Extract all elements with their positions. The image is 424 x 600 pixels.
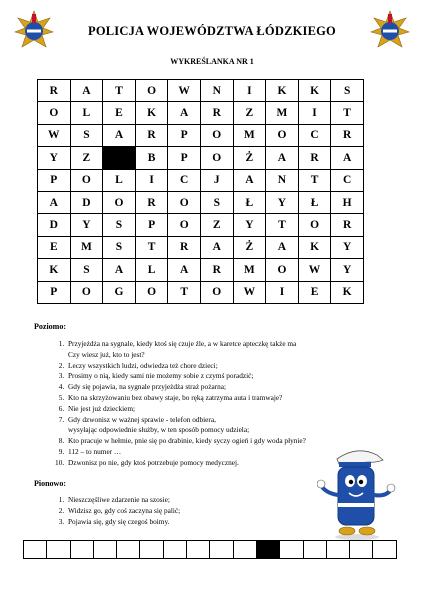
answer-cell[interactable]: [233, 541, 256, 559]
grid-cell[interactable]: S: [70, 124, 103, 146]
grid-cell[interactable]: Z: [70, 147, 103, 169]
grid-cell[interactable]: A: [266, 236, 299, 258]
grid-cell[interactable]: P: [38, 169, 71, 191]
grid-cell[interactable]: M: [266, 102, 299, 124]
grid-cell[interactable]: A: [233, 169, 266, 191]
grid-row: [38, 281, 364, 303]
grid-cell[interactable]: H: [331, 191, 364, 213]
grid-cell[interactable]: K: [298, 80, 331, 102]
answer-cell[interactable]: [303, 541, 326, 559]
clue-text: 5. Kto na skrzyżowaniu bez obawy staje, bo ręką zatrzyma auta i tramwaje?: [68, 392, 283, 402]
clue-item: [66, 447, 306, 458]
grid-cell[interactable]: O: [135, 281, 168, 303]
grid-cell[interactable]: K: [298, 236, 331, 258]
answer-row: [23, 540, 397, 559]
grid-cell[interactable]: O: [135, 80, 168, 102]
grid-cell[interactable]: W: [233, 281, 266, 303]
clue-text: 3. Prosimy o nią, kiedy sami nie możemy sobie z czymś poradzić;: [68, 371, 254, 381]
clue-text: wysyłając odpowiednie służby, w ten sposób pomocy udziela;: [68, 425, 250, 435]
grid-cell[interactable]: A: [168, 102, 201, 124]
grid-cell[interactable]: R: [200, 102, 233, 124]
clue-item: [66, 371, 306, 382]
clue-item: [66, 393, 306, 404]
grid-cell[interactable]: Ł: [233, 191, 266, 213]
grid-cell[interactable]: B: [135, 147, 168, 169]
grid-row: [38, 147, 364, 169]
grid-cell[interactable]: Y: [38, 147, 71, 169]
grid-cell[interactable]: L: [135, 259, 168, 281]
grid-cell[interactable]: J: [200, 169, 233, 191]
grid-cell[interactable]: O: [103, 191, 136, 213]
grid-cell[interactable]: R: [135, 191, 168, 213]
across-heading: Poziomo:: [34, 322, 66, 331]
grid-cell[interactable]: A: [168, 259, 201, 281]
grid-cell[interactable]: M: [70, 236, 103, 258]
grid-cell[interactable]: N: [266, 169, 299, 191]
answer-cell[interactable]: [187, 541, 210, 559]
grid-cell[interactable]: I: [266, 281, 299, 303]
across-clue-list: [32, 339, 306, 469]
grid-cell[interactable]: W: [298, 259, 331, 281]
grid-cell[interactable]: O: [200, 124, 233, 146]
grid-cell[interactable]: A: [70, 80, 103, 102]
grid-cell[interactable]: E: [103, 102, 136, 124]
grid-cell[interactable]: S: [103, 236, 136, 258]
grid-cell[interactable]: L: [70, 102, 103, 124]
grid-cell[interactable]: R: [331, 124, 364, 146]
grid-cell[interactable]: O: [266, 259, 299, 281]
answer-cell[interactable]: [47, 541, 70, 559]
grid-cell[interactable]: R: [331, 214, 364, 236]
clue-text: 1. Przyjeżdża na sygnale, kiedy ktoś się czuje źle, a w karetce apteczkę także ma: [68, 339, 297, 348]
grid-cell[interactable]: Ż: [233, 147, 266, 169]
answer-cell[interactable]: [117, 541, 140, 559]
grid-cell[interactable]: K: [135, 102, 168, 124]
clue-text: Czy wiesz już, kto to jest?: [68, 349, 145, 359]
clue-text: 8. Kto pracuje w hełmie, pnie się po drabinie, kiedy syczy ogień i gdy woda płynie?: [68, 436, 306, 446]
grid-cell[interactable]: A: [38, 191, 71, 213]
answer-cell[interactable]: [280, 541, 303, 559]
grid-cell[interactable]: P: [168, 124, 201, 146]
grid-cell[interactable]: P: [135, 214, 168, 236]
grid-cell[interactable]: W: [38, 124, 71, 146]
grid-cell[interactable]: A: [103, 124, 136, 146]
grid-cell[interactable]: E: [298, 281, 331, 303]
grid-cell[interactable]: W: [168, 80, 201, 102]
grid-cell[interactable]: O: [200, 281, 233, 303]
clue-text: 3. Pojawia się, gdy się czegoś boimy.: [68, 516, 170, 526]
grid-cell[interactable]: S: [70, 259, 103, 281]
clue-text: 1. Nieszczęśliwe zdarzenie na szosie;: [68, 495, 170, 504]
answer-cell[interactable]: [70, 541, 93, 559]
grid-cell[interactable]: T: [168, 281, 201, 303]
police-mascot-icon: [317, 445, 397, 540]
grid-cell[interactable]: C: [168, 169, 201, 191]
answer-cell[interactable]: [350, 541, 373, 559]
grid-cell[interactable]: D: [38, 214, 71, 236]
grid-cell[interactable]: P: [168, 147, 201, 169]
grid-cell[interactable]: R: [168, 236, 201, 258]
grid-cell[interactable]: A: [331, 147, 364, 169]
grid-cell[interactable]: T: [103, 80, 136, 102]
clue-text: 7. Gdy dzwonisz w ważnej sprawie - telefon odbiera,: [68, 414, 216, 424]
grid-row: [38, 214, 364, 236]
grid-cell[interactable]: Y: [233, 214, 266, 236]
page-title: POLICJA WOJEWÓDZTWA ŁÓDZKIEGO: [88, 24, 336, 38]
grid-cell[interactable]: Y: [331, 236, 364, 258]
grid-cell[interactable]: O: [168, 191, 201, 213]
clue-item: [66, 339, 306, 361]
puzzle-subtitle: WYKREŚLANKA NR 1: [170, 57, 254, 66]
grid-row: [38, 102, 364, 124]
grid-cell[interactable]: O: [168, 214, 201, 236]
answer-cell[interactable]: [93, 541, 116, 559]
grid-cell[interactable]: A: [103, 259, 136, 281]
clue-text: 6. Nie jest już dzieckiem;: [68, 403, 136, 413]
clue-item: [66, 382, 306, 393]
grid-cell[interactable]: C: [298, 124, 331, 146]
grid-cell[interactable]: T: [331, 102, 364, 124]
answer-cell[interactable]: [163, 541, 186, 559]
grid-cell[interactable]: P: [38, 281, 71, 303]
grid-cell[interactable]: R: [38, 80, 71, 102]
grid-cell[interactable]: Y: [266, 191, 299, 213]
clue-item: [66, 506, 180, 517]
grid-cell[interactable]: K: [266, 80, 299, 102]
clue-text: 2. Leczy wszystkich ludzi, odwiedza też chore dzieci;: [68, 360, 218, 370]
clue-text: 10. Dzwonisz po nie, gdy ktoś potrzebuje pomocy medycznej.: [68, 457, 239, 467]
clue-item: [66, 495, 180, 506]
grid-row: [38, 80, 364, 102]
word-search-grid: [37, 79, 364, 304]
grid-row: [38, 191, 364, 213]
grid-cell[interactable]: R: [200, 259, 233, 281]
grid-cell[interactable]: A: [200, 236, 233, 258]
grid-cell[interactable]: R: [135, 124, 168, 146]
grid-cell[interactable]: Ż: [233, 236, 266, 258]
grid-row: [38, 169, 364, 191]
grid-cell[interactable]: O: [298, 214, 331, 236]
grid-cell[interactable]: S: [200, 191, 233, 213]
down-heading: Pionowo:: [34, 479, 66, 488]
answer-cell[interactable]: [326, 541, 349, 559]
grid-row: [38, 236, 364, 258]
grid-cell[interactable]: Y: [331, 259, 364, 281]
grid-cell[interactable]: K: [331, 281, 364, 303]
down-clue-list: [32, 495, 180, 527]
clue-item: [66, 404, 306, 415]
answer-cell-blocked: [256, 541, 279, 559]
grid-cell[interactable]: O: [70, 169, 103, 191]
grid-cell[interactable]: Z: [233, 102, 266, 124]
grid-row: [38, 259, 364, 281]
grid-cell[interactable]: O: [266, 124, 299, 146]
clue-item: [66, 458, 306, 469]
grid-cell[interactable]: E: [38, 236, 71, 258]
clue-text: 9. 112 – to numer …: [68, 446, 122, 456]
grid-cell[interactable]: T: [266, 214, 299, 236]
grid-cell[interactable]: A: [266, 147, 299, 169]
grid-cell[interactable]: C: [331, 169, 364, 191]
grid-cell[interactable]: I: [135, 169, 168, 191]
answer-cell[interactable]: [373, 541, 396, 559]
grid-cell[interactable]: L: [103, 169, 136, 191]
clue-item: [66, 517, 180, 528]
clue-text: 2. Widzisz go, gdy coś zaczyna się palić;: [68, 505, 181, 515]
grid-cell-blocked: [103, 147, 136, 169]
grid-cell[interactable]: D: [70, 191, 103, 213]
grid-cell[interactable]: O: [200, 147, 233, 169]
grid-cell[interactable]: S: [103, 214, 136, 236]
grid-cell[interactable]: T: [135, 236, 168, 258]
grid-cell[interactable]: M: [233, 124, 266, 146]
grid-cell[interactable]: O: [70, 281, 103, 303]
clue-item: [66, 415, 306, 437]
grid-cell[interactable]: S: [331, 80, 364, 102]
answer-cell[interactable]: [24, 541, 47, 559]
grid-cell[interactable]: T: [298, 169, 331, 191]
grid-row: [38, 124, 364, 146]
grid-cell[interactable]: Ł: [298, 191, 331, 213]
answer-cell[interactable]: [140, 541, 163, 559]
grid-cell[interactable]: O: [38, 102, 71, 124]
grid-cell[interactable]: I: [233, 80, 266, 102]
grid-cell[interactable]: N: [200, 80, 233, 102]
grid-cell[interactable]: M: [233, 259, 266, 281]
grid-cell[interactable]: Y: [70, 214, 103, 236]
grid-cell[interactable]: I: [298, 102, 331, 124]
clue-item: [66, 436, 306, 447]
grid-cell[interactable]: G: [103, 281, 136, 303]
grid-cell[interactable]: Z: [200, 214, 233, 236]
clue-item: [66, 361, 306, 372]
grid-cell[interactable]: R: [298, 147, 331, 169]
clue-text: 4. Gdy się pojawia, na sygnale przyjeżdża straż pożarna;: [68, 382, 227, 392]
grid-cell[interactable]: K: [38, 259, 71, 281]
answer-cell[interactable]: [210, 541, 233, 559]
